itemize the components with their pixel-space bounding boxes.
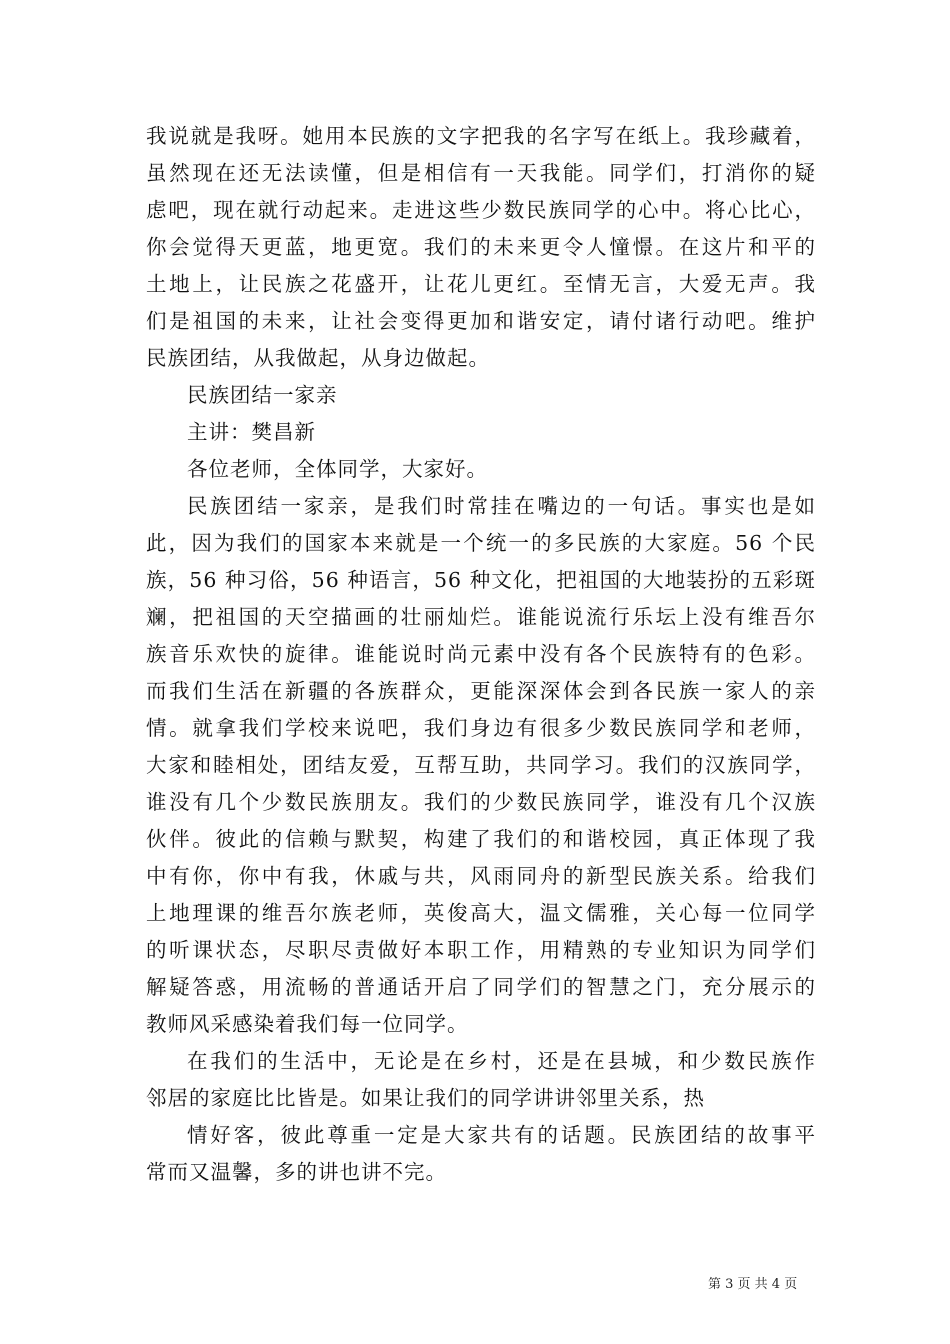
text-line: 虽然现在还无法读懂，但是相信有一天我能。同学们，打消你的疑 (146, 161, 816, 185)
text-line: 情。就拿我们学校来说吧，我们身边有很多少数民族同学和老师， (146, 716, 816, 740)
text-line: 邻居的家庭比比皆是。如果让我们的同学讲讲邻里关系，热 (146, 1086, 705, 1110)
text-line: 此，因为我们的国家本来就是一个统一的多民族的大家庭。56 个民 (146, 531, 816, 555)
text-line: 中有你，你中有我，休戚与共，风雨同舟的新型民族关系。给我们 (146, 864, 816, 888)
text-line: 伙伴。彼此的信赖与默契，构建了我们的和谐校园，真正体现了我 (146, 827, 816, 851)
text-line: 情好客，彼此尊重一定是大家共有的话题。民族团结的故事平 (187, 1123, 816, 1147)
text-line: 常而又温馨，多的讲也讲不完。 (146, 1160, 447, 1184)
text-line: 族音乐欢快的旋律。谁能说时尚元素中没有各个民族特有的色彩。 (146, 642, 816, 666)
text-line: 族，56 种习俗，56 种语言，56 种文化，把祖国的大地装扮的五彩斑 (146, 568, 816, 592)
text-line: 我说就是我呀。她用本民族的文字把我的名字写在纸上。我珍藏着， (146, 124, 816, 148)
text-line: 上地理课的维吾尔族老师，英俊高大，温文儒雅，关心每一位同学 (146, 901, 816, 925)
text-line: 而我们生活在新疆的各族群众，更能深深体会到各民族一家人的亲 (146, 679, 816, 703)
text-line: 民族团结一家亲，是我们时常挂在嘴边的一句话。事实也是如 (187, 494, 816, 518)
text-line: 的听课状态，尽职尽责做好本职工作，用精熟的专业知识为同学们 (146, 938, 816, 962)
text-line: 们是祖国的未来，让社会变得更加和谐安定，请付诸行动吧。维护 (146, 309, 816, 333)
text-line: 谁没有几个少数民族朋友。我们的少数民族同学，谁没有几个汉族 (146, 790, 816, 814)
greeting-line: 各位老师，全体同学，大家好。 (187, 457, 488, 481)
text-line: 在我们的生活中，无论是在乡村，还是在县城，和少数民族作 (187, 1049, 816, 1073)
text-line: 斓，把祖国的天空描画的壮丽灿烂。谁能说流行乐坛上没有维吾尔 (146, 605, 816, 629)
text-line: 虑吧，现在就行动起来。走进这些少数民族同学的心中。将心比心， (146, 198, 816, 222)
page-number-footer: 第 3 页 共 4 页 (708, 1277, 798, 1292)
text-line: 民族团结，从我做起，从身边做起。 (146, 346, 490, 370)
section-title: 民族团结一家亲 (187, 383, 338, 407)
document-body (146, 118, 816, 1191)
text-line: 解疑答惑，用流畅的普通话开启了同学们的智慧之门，充分展示的 (146, 975, 816, 999)
text-line: 教师风采感染着我们每一位同学。 (146, 1012, 469, 1036)
text-line: 大家和睦相处，团结友爱，互帮互助，共同学习。我们的汉族同学， (146, 753, 816, 777)
text-line: 你会觉得天更蓝，地更宽。我们的未来更令人憧憬。在这片和平的 (146, 235, 816, 259)
speaker-line: 主讲：樊昌新 (187, 420, 316, 444)
text-line: 土地上，让民族之花盛开，让花儿更红。至情无言，大爱无声。我 (146, 272, 816, 296)
